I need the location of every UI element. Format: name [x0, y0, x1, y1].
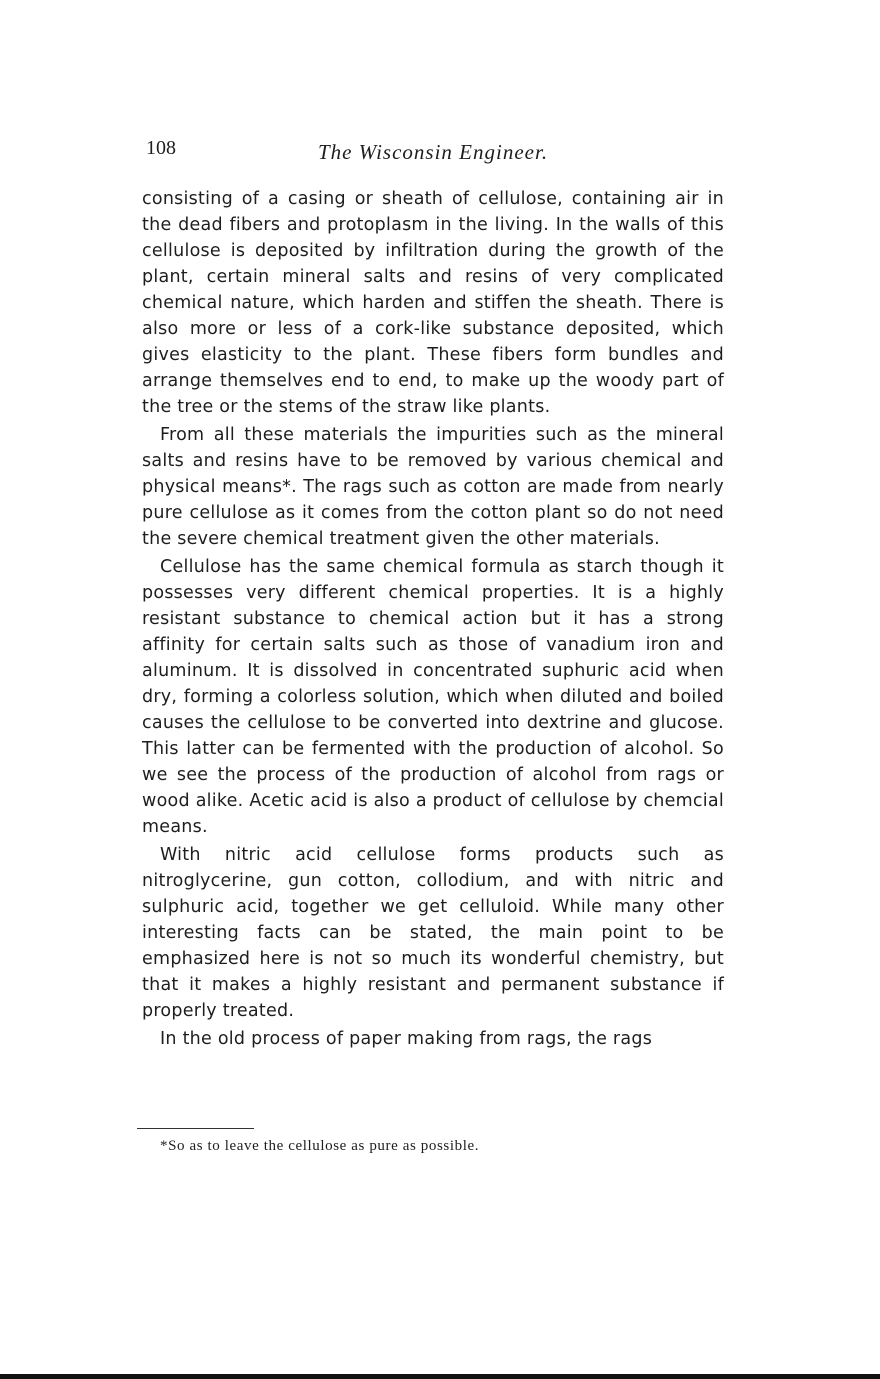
footnote: *So as to leave the cellulose as pure as possible. [160, 1138, 480, 1154]
paragraph: From all these materials the impurities such as the mineral salts and resins have to be removed by various chemical and physical means*. The rags such as cotton are made from nearly pure cellulose as it comes from the cotton plant so do not need the severe chemical treatment given the other materials. [142, 425, 724, 549]
footnote-divider [137, 1128, 254, 1129]
body-text [142, 186, 724, 1052]
page-number: 108 [146, 137, 176, 159]
paragraph: With nitric acid cellulose forms products such as nitroglycerine, gun cotton, collodium, and with nitric and sulphuric acid, together we get celluloid. While many other interesting facts can be stated, the main point to be emphasized here is not so much its wonderful chemistry, but that it makes a highly resistant and permanent substance if properly treated. [142, 845, 724, 1021]
paragraph: Cellulose has the same chemical formula as starch though it possesses very different chemical properties. It is a highly resistant substance to chemical action but it has a strong affinity for certain salts such as those of vanadium iron and aluminum. It is dissolved in concentrated suphuric acid when dry, forming a colorless solution, which when diluted and boiled causes the cellulose to be converted into dextrine and glucose. This latter can be fermented with the production of alcohol. So we see the process of the production of alcohol from rags or wood alike. Acetic acid is also a product of cellulose by chemcial means. [142, 557, 724, 837]
running-title: The Wisconsin Engineer. [318, 140, 549, 164]
scan-bottom-edge [0, 1374, 880, 1379]
paragraph: In the old process of paper making from rags, the rags [160, 1029, 653, 1049]
paragraph: consisting of a casing or sheath of cellulose, containing air in the dead fibers and protoplasm in the living. In the walls of this cellulose is deposited by infiltration during the growth of the plant, certain mineral salts and resins of very complicated chemical nature, which harden and stiffen the sheath. There is also more or less of a cork-like substance deposited, which gives elasticity to the plant. These fibers form bundles and arrange themselves end to end, to make up the woody part of the tree or the stems of the straw like plants. [142, 189, 724, 417]
